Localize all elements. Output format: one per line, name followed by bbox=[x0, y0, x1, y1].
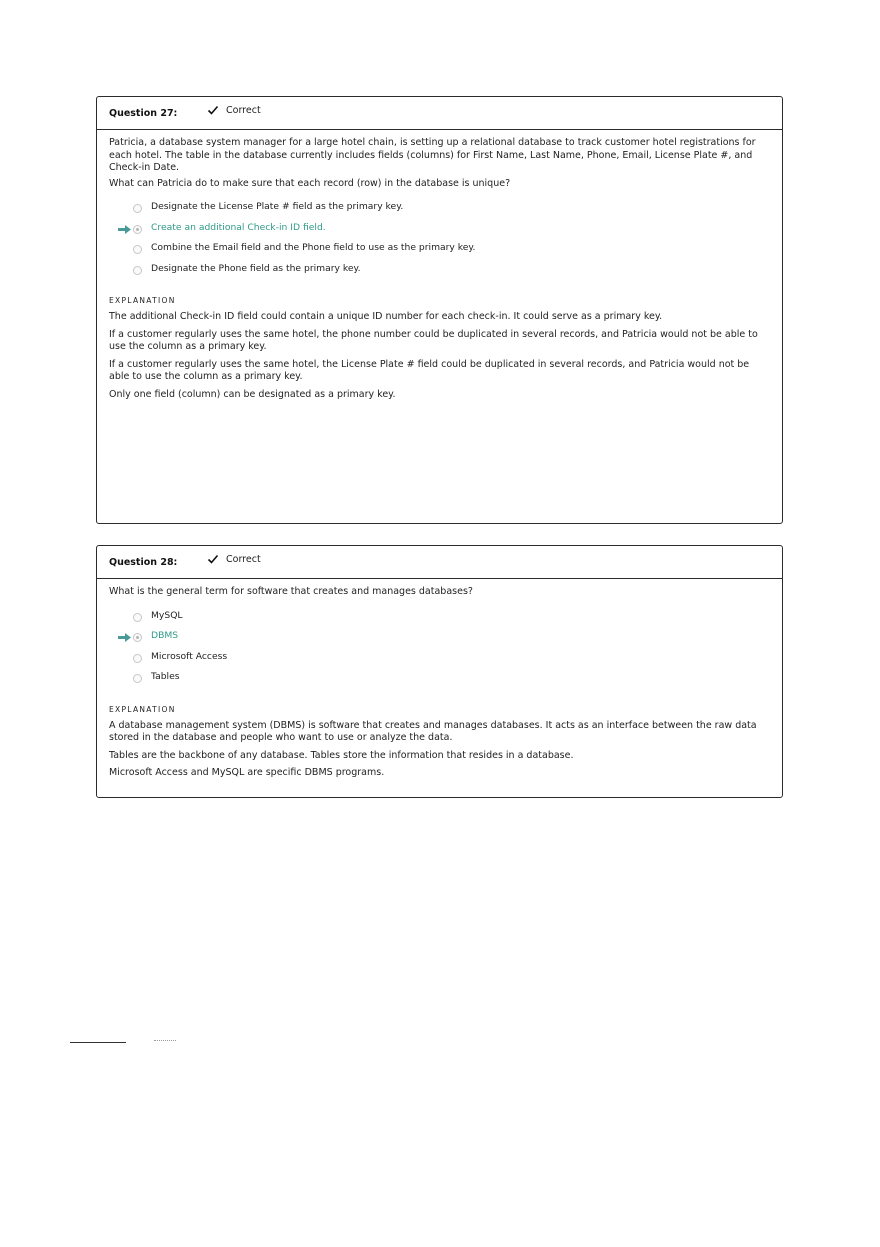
question-body bbox=[97, 579, 782, 780]
arrow-right-icon bbox=[118, 225, 131, 234]
status-text: Correct bbox=[226, 104, 261, 116]
answer-label: DBMS bbox=[151, 630, 179, 641]
footer-mark bbox=[154, 1040, 176, 1044]
explanation-heading: EXPLANATION bbox=[109, 296, 176, 305]
explanation-text: A database management system (DBMS) is software that creates and manages databases. It acts as an interface between the raw data stored in the database and people who want to use or analyze the data. bbox=[109, 719, 757, 743]
answer-label: Designate the Phone field as the primary key. bbox=[151, 262, 361, 274]
explanation-text: If a customer regularly uses the same hotel, the phone number could be duplicated in several records, and Patricia would not be able to use the column as a primary key. bbox=[109, 328, 758, 352]
answer-option[interactable] bbox=[109, 610, 770, 631]
answer-label: MySQL bbox=[151, 609, 183, 621]
status-indicator bbox=[207, 104, 261, 116]
answer-option-selected[interactable] bbox=[109, 630, 770, 651]
answer-label: Tables bbox=[151, 671, 180, 682]
check-icon bbox=[207, 553, 219, 565]
footer-divider bbox=[70, 1042, 126, 1043]
radio-icon[interactable] bbox=[133, 654, 142, 663]
explanation-text: Tables are the backbone of any database. Tables store the information that resides in a database. bbox=[109, 749, 574, 761]
explanation-text: If a customer regularly uses the same hotel, the License Plate # field could be duplicated in several records, and Patricia would not be able to use the column as a primary key. bbox=[109, 358, 750, 382]
answer-list bbox=[109, 610, 770, 692]
radio-icon[interactable] bbox=[133, 674, 142, 683]
answer-option[interactable] bbox=[109, 242, 770, 263]
explanation bbox=[109, 311, 770, 401]
explanation-text: The additional Check-in ID field could contain a unique ID number for each check-in. It could serve as a primary key. bbox=[109, 311, 663, 322]
answer-option[interactable] bbox=[109, 671, 770, 692]
radio-icon[interactable] bbox=[133, 204, 142, 213]
explanation-heading: EXPLANATION bbox=[109, 704, 176, 714]
question-header bbox=[97, 97, 782, 130]
radio-icon[interactable] bbox=[133, 225, 142, 234]
check-icon bbox=[207, 104, 219, 116]
explanation-text: Only one field (column) can be designated as a primary key. bbox=[109, 388, 396, 400]
answer-option[interactable] bbox=[109, 651, 770, 672]
status-text: Correct bbox=[226, 553, 261, 565]
answer-label: Microsoft Access bbox=[151, 650, 228, 662]
question-title: Question 28: bbox=[109, 557, 178, 568]
radio-icon[interactable] bbox=[133, 266, 142, 275]
question-prompt: Patricia, a database system manager for a large hotel chain, is setting up a relational database to track customer hotel registrations for each hotel. The table in the database currently includes fields (columns) for First Name, Last Name, Phone, Email, License Plate #, and Check-in Date. bbox=[109, 137, 756, 173]
answer-option[interactable] bbox=[109, 201, 770, 222]
question-header bbox=[97, 546, 782, 579]
question-title: Question 27: bbox=[109, 108, 178, 119]
explanation bbox=[109, 720, 770, 780]
question-body bbox=[97, 130, 782, 401]
question-prompt: What can Patricia do to make sure that each record (row) in the database is unique? bbox=[109, 177, 511, 189]
question-card-27 bbox=[96, 96, 783, 524]
radio-icon[interactable] bbox=[133, 245, 142, 254]
answer-list bbox=[109, 201, 770, 283]
answer-option[interactable] bbox=[109, 263, 770, 284]
answer-label: Combine the Email field and the Phone field to use as the primary key. bbox=[151, 242, 476, 253]
explanation-text: Microsoft Access and MySQL are specific DBMS programs. bbox=[109, 767, 385, 778]
arrow-right-icon bbox=[118, 633, 131, 642]
radio-icon[interactable] bbox=[133, 633, 142, 642]
answer-label: Designate the License Plate # field as the primary key. bbox=[151, 201, 404, 212]
answer-option-selected[interactable] bbox=[109, 222, 770, 243]
status-indicator bbox=[207, 553, 261, 565]
question-card-28 bbox=[96, 545, 783, 798]
radio-icon[interactable] bbox=[133, 613, 142, 622]
answer-label: Create an additional Check-in ID field. bbox=[151, 221, 326, 233]
question-prompt: What is the general term for software that creates and manages databases? bbox=[109, 586, 473, 597]
